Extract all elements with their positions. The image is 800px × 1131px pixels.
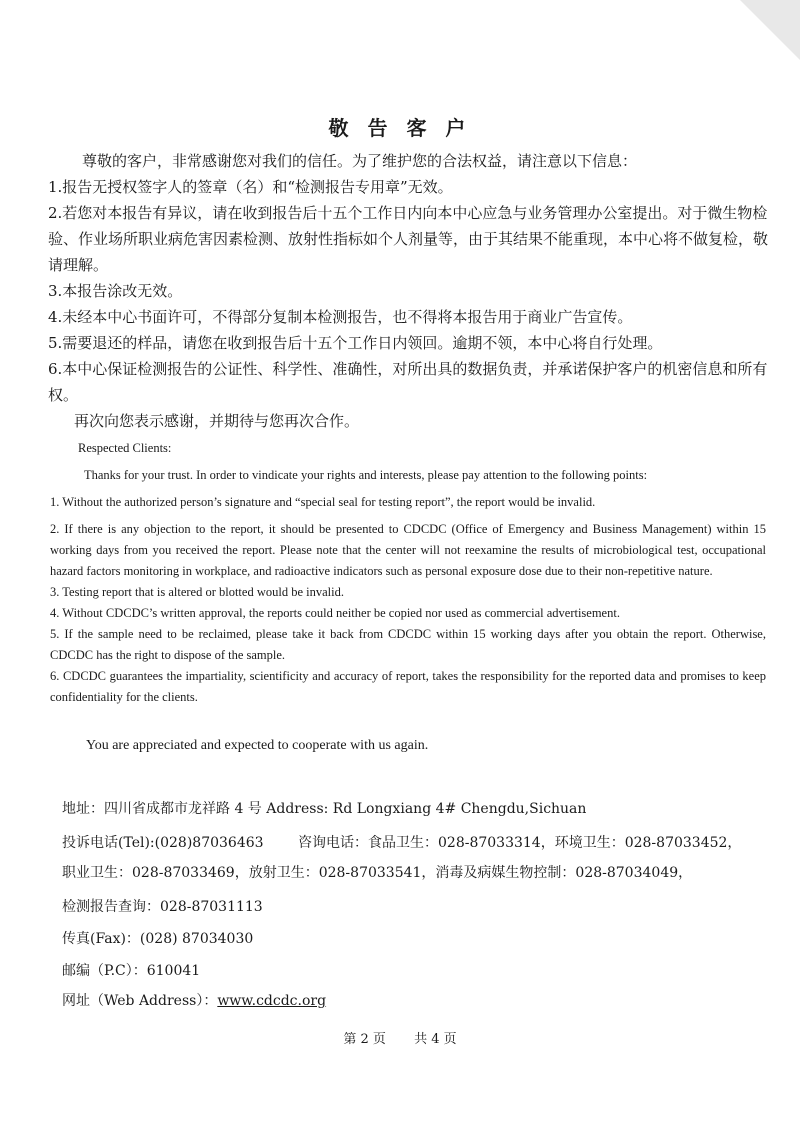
page-number: 第 2 页 [343,1032,386,1047]
contact-dept-tels: 职业卫生：028-87033469，放射卫生：028-87033541，消毒及病媒生物控制：028-87034049， [62,865,693,881]
zh-item-3: 3.本报告涂改无效。 [48,282,183,300]
contact-fax: 传真(Fax)：(028) 87034030 [62,931,254,947]
page-title: 敬 告 客 户 [328,116,472,140]
contact-report-query: 检测报告查询：028-87031113 [62,899,263,915]
zh-notice [48,148,768,434]
website-link[interactable]: www.cdcdc.org [217,993,327,1009]
website-label: 网址（Web Address）： [62,993,218,1009]
contact-website [62,990,326,1010]
contact-postcode: 邮编（P.C）：610041 [62,963,201,979]
page-fold-corner [740,0,800,60]
zh-item-4: 4.未经本中心书面许可，不得部分复制本检测报告，也不得将本报告用于商业广告宣传。 [48,308,633,326]
en-item-6: 6. CDCDC guarantees the impartiality, scientificity and accuracy of report, takes the responsibility for the reported data and promises to keep confidentiality for the clients. [50,669,766,704]
zh-closing: 再次向您表示感谢，并期待与您再次合作。 [74,412,360,430]
en-notice [50,438,766,708]
zh-intro: 尊敬的客户，非常感谢您对我们的信任。为了维护您的合法权益，请注意以下信息： [82,152,638,170]
en-closing: You are appreciated and expected to cooperate with us again. [86,738,429,753]
en-intro: Thanks for your trust. In order to vindicate your rights and interests, please pay attention to the following points: [84,468,648,482]
en-item-3: 3. Testing report that is altered or blotted would be invalid. [50,585,344,599]
contact-address: 地址：四川省成都市龙祥路 4 号 Address: Rd Longxiang 4# Chengdu,Sichuan [62,801,587,817]
en-greeting: Respected Clients: [78,441,172,455]
zh-item-5: 5.需要退还的样品，请您在收到报告后十五个工作日内领回。逾期不领，本中心将自行处理。 [48,334,663,352]
zh-item-6: 6.本中心保证检测报告的公证性、科学性、准确性，对所出具的数据负责，并承诺保护客户的机密信息和所有权。 [48,360,768,404]
en-item-4: 4. Without CDCDC’s written approval, the reports could neither be copied nor used as commercial advertisement. [50,606,620,620]
page-total: 共 4 页 [414,1032,457,1047]
contact-complaint-tel: 投诉电话(Tel):(028)87036463 [62,835,264,851]
zh-item-1: 1.报告无授权签字人的签章（名）和“检测报告专用章”无效。 [48,178,453,196]
contact-consult-tel: 咨询电话：食品卫生：028-87033314，环境卫生：028-87033452， [298,835,742,851]
zh-item-2: 2.若您对本报告有异议，请在收到报告后十五个工作日内向本中心应急与业务管理办公室提出。对于微生物检验、作业场所职业病危害因素检测、放射性指标如个人剂量等，由于其结果不能重现，本中心将不做复检，敬请理解。 [48,204,769,274]
page-footer [0,1028,800,1047]
en-item-5: 5. If the sample need to be reclaimed, please take it back from CDCDC within 15 working days after you obtain the report. Otherwise, CDCDC has the right to dispose of the sample. [50,627,766,662]
en-item-1: 1. Without the authorized person’s signature and “special seal for testing report”, the report would be invalid. [50,495,596,509]
en-item-2: 2. If there is any objection to the report, it should be presented to CDCDC (Office of Emergency and Business Management) within 15 working days from you received the report. Please note that the center will not reexamine the results of microbiological test, occupational hazard factors monitoring in workplace, and radioactive indicators such as personal exposure dose due to their non-repetitive nature. [50,522,766,578]
